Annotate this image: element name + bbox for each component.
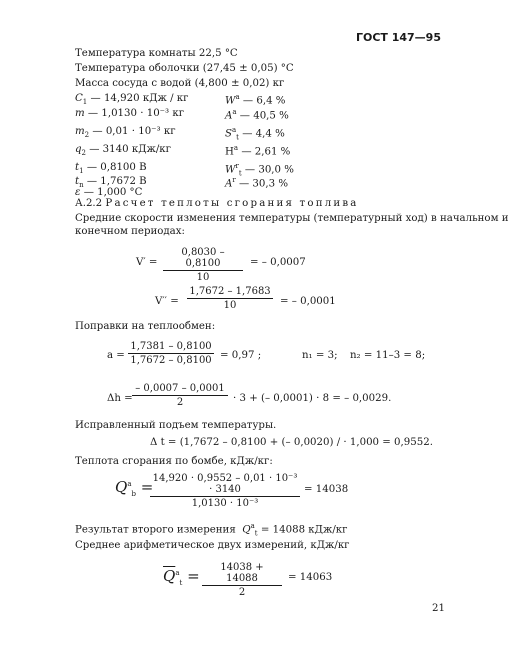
- eq-mean-fraction: $\frac{14038 + 14088}{2}$: [202, 562, 282, 598]
- param-a: $A^a$ — 40,5 %: [225, 108, 289, 122]
- param-c: $C_1$ — 14,920 кДж / кг: [75, 93, 189, 107]
- param-s: $S^a_t$ — 4,4 %: [225, 126, 285, 142]
- rates-intro-line-2: конечном периодах:: [75, 226, 185, 237]
- bomb-heat-label: Теплота сгорания по бомбе, кДж/кг:: [75, 456, 273, 467]
- eq-qb-lhs: $Q^a_b$ =: [115, 478, 154, 498]
- param-m: m — 1,0130 · 10⁻³ кг: [75, 108, 185, 119]
- eq-v1-fraction: $\frac{0,8030 - 0,8100}{10}$: [163, 247, 243, 283]
- mean-label: Среднее арифметическое двух измерений, кДж/кг: [75, 540, 350, 551]
- eq-n1: n₁ = 3;: [302, 350, 338, 361]
- eq-v2-lhs: V′′ =: [155, 296, 179, 307]
- rates-intro-line-1: Средние скорости изменения температуры (температурный ход) в начальном и: [75, 213, 509, 224]
- eq-a-result: = 0,97 ;: [220, 350, 262, 361]
- eq-a-lhs: a =: [107, 350, 125, 361]
- eq-v1-lhs: V′ =: [136, 257, 158, 268]
- param-h: $H^a$ — 2,61 %: [225, 144, 291, 158]
- second-result: Результат второго измерения $Q^a_t = 14088$ кДж/кг: [75, 522, 348, 538]
- eq-dh-result: · 3 + (– 0,0001) · 8 = – 0,0029.: [233, 393, 392, 404]
- eq-v2-result: = – 0,0001: [280, 296, 336, 307]
- eq-mean-result: = 14063: [288, 572, 333, 583]
- corrections-label: Поправки на теплообмен:: [75, 321, 216, 332]
- room-temperature: Температура комнаты 22,5 °С: [75, 48, 238, 59]
- eq-n2: n₂ = 11–3 = 8;: [350, 350, 426, 361]
- param-t1: $t_1$ — 0,8100 В: [75, 162, 147, 176]
- eq-qb-result: = 14038: [304, 484, 349, 495]
- param-at: $A^r$ — 30,3 %: [225, 176, 288, 190]
- param-wt: $W^r_t$ — 30,0 %: [225, 162, 294, 178]
- vessel-mass: Масса сосуда с водой (4,800 ± 0,02) кг: [75, 78, 285, 89]
- param-w: $W^a$ — 6,4 %: [225, 93, 286, 107]
- corrected-rise-label: Исправленный подъем температуры.: [75, 420, 277, 431]
- param-q2: $q_2$ — 3140 кДж/кг: [75, 144, 171, 158]
- shell-temperature: Температура оболочки (27,45 ± 0,05) °С: [75, 63, 294, 74]
- eq-dt: Δ t = (1,7672 – 0,8100 + (– 0,0020) / · 1,000 = 0,9552.: [150, 437, 433, 448]
- eq-mean-lhs: $\overline{Q}^a_t$ =: [163, 567, 200, 587]
- eq-a-fraction: $\frac{1,7381 - 0,8100}{1,7672 - 0,8100}$: [128, 341, 214, 366]
- eq-v1-result: = – 0,0007: [250, 257, 306, 268]
- eq-dh-lhs: Δh =: [107, 393, 133, 404]
- standard-number: ГОСТ 147—95: [355, 31, 441, 44]
- param-m2: $m_2$ — 0,01 · 10⁻³ кг: [75, 126, 176, 140]
- page-number: 21: [432, 603, 445, 614]
- eq-dh-fraction: $\frac{- 0,0007 - 0,0001}{2}$: [132, 383, 228, 408]
- param-tn: $t_n$ — 1,7672 В: [75, 176, 147, 190]
- param-tz: ε — 1,000 °С: [75, 187, 143, 198]
- eq-v2-fraction: $\frac{1,7672 - 1,7683}{10}$: [187, 286, 273, 311]
- section-heading: А.2.2 Расчет теплоты сгорания топлива: [75, 198, 359, 209]
- eq-qb-fraction: $\frac{\text{14,920 · 0,9552 – 0,01 · 10⁻³ · 3140}}{\text{1,0130 · 10⁻³}}$: [150, 473, 300, 509]
